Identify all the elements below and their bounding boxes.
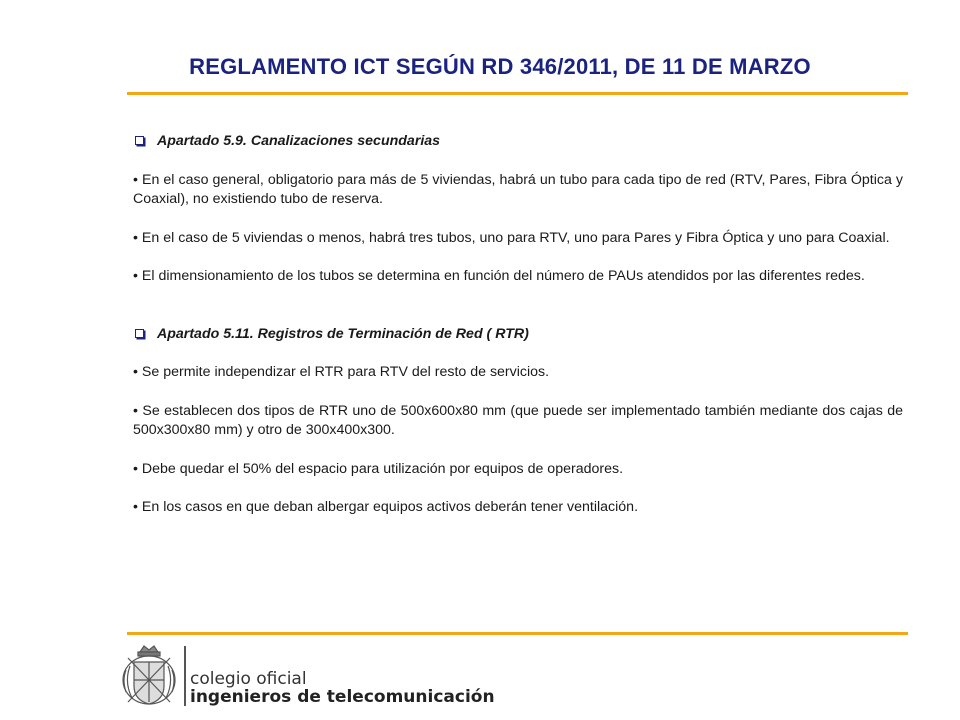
footer-logo (118, 640, 538, 712)
bullet-paragraph: • En el caso de 5 viviendas o menos, habrá tres tubos, uno para RTV, uno para Pares y Fibra Óptica y uno para Coaxial. (133, 229, 890, 246)
bullet-paragraph: • El dimensionamiento de los tubos se determina en función del número de PAUs atendidos por las diferentes redes. (133, 268, 865, 284)
bottom-divider (127, 632, 908, 635)
checkbox-bullet-icon (135, 329, 144, 338)
bullet-paragraph: • En los casos en que deban albergar equipos activos deberán tener ventilación. (133, 499, 639, 515)
org-name-line2: ingenieros de telecomunicación (190, 687, 495, 707)
bullet-paragraph: • Se establecen dos tipos de RTR uno de 500x600x80 mm (que puede ser implementado también mediante dos cajas de 500x300x80 mm) y otro de 300x400x300. (133, 402, 903, 438)
page-title: REGLAMENTO ICT SEGÚN RD 346/2011, DE 11 DE MARZO (189, 54, 811, 79)
top-divider (127, 92, 908, 95)
section-heading-text: Apartado 5.9. Canalizaciones secundarias (157, 133, 441, 149)
bullet-paragraph: • En el caso general, obligatorio para más de 5 viviendas, habrá un tubo para cada tipo de red (RTV, Pares, Fibra Óptica y Coaxial), no existiendo tubo de reserva. (133, 171, 903, 207)
main-content (133, 132, 903, 518)
org-name-line1: colegio oficial (190, 669, 307, 689)
section-heading-5-9 (133, 132, 903, 152)
logo-divider (184, 646, 186, 706)
bullet-paragraph: • Debe quedar el 50% del espacio para utilización por equipos de operadores. (133, 460, 624, 477)
coat-of-arms-icon (120, 642, 178, 710)
section-heading-text: Apartado 5.11. Registros de Terminación de Red ( RTR) (157, 325, 529, 342)
bullet-paragraph: • Se permite independizar el RTR para RTV del resto de servicios. (133, 364, 550, 380)
section-heading-5-11 (133, 325, 903, 345)
checkbox-bullet-icon (135, 136, 144, 145)
